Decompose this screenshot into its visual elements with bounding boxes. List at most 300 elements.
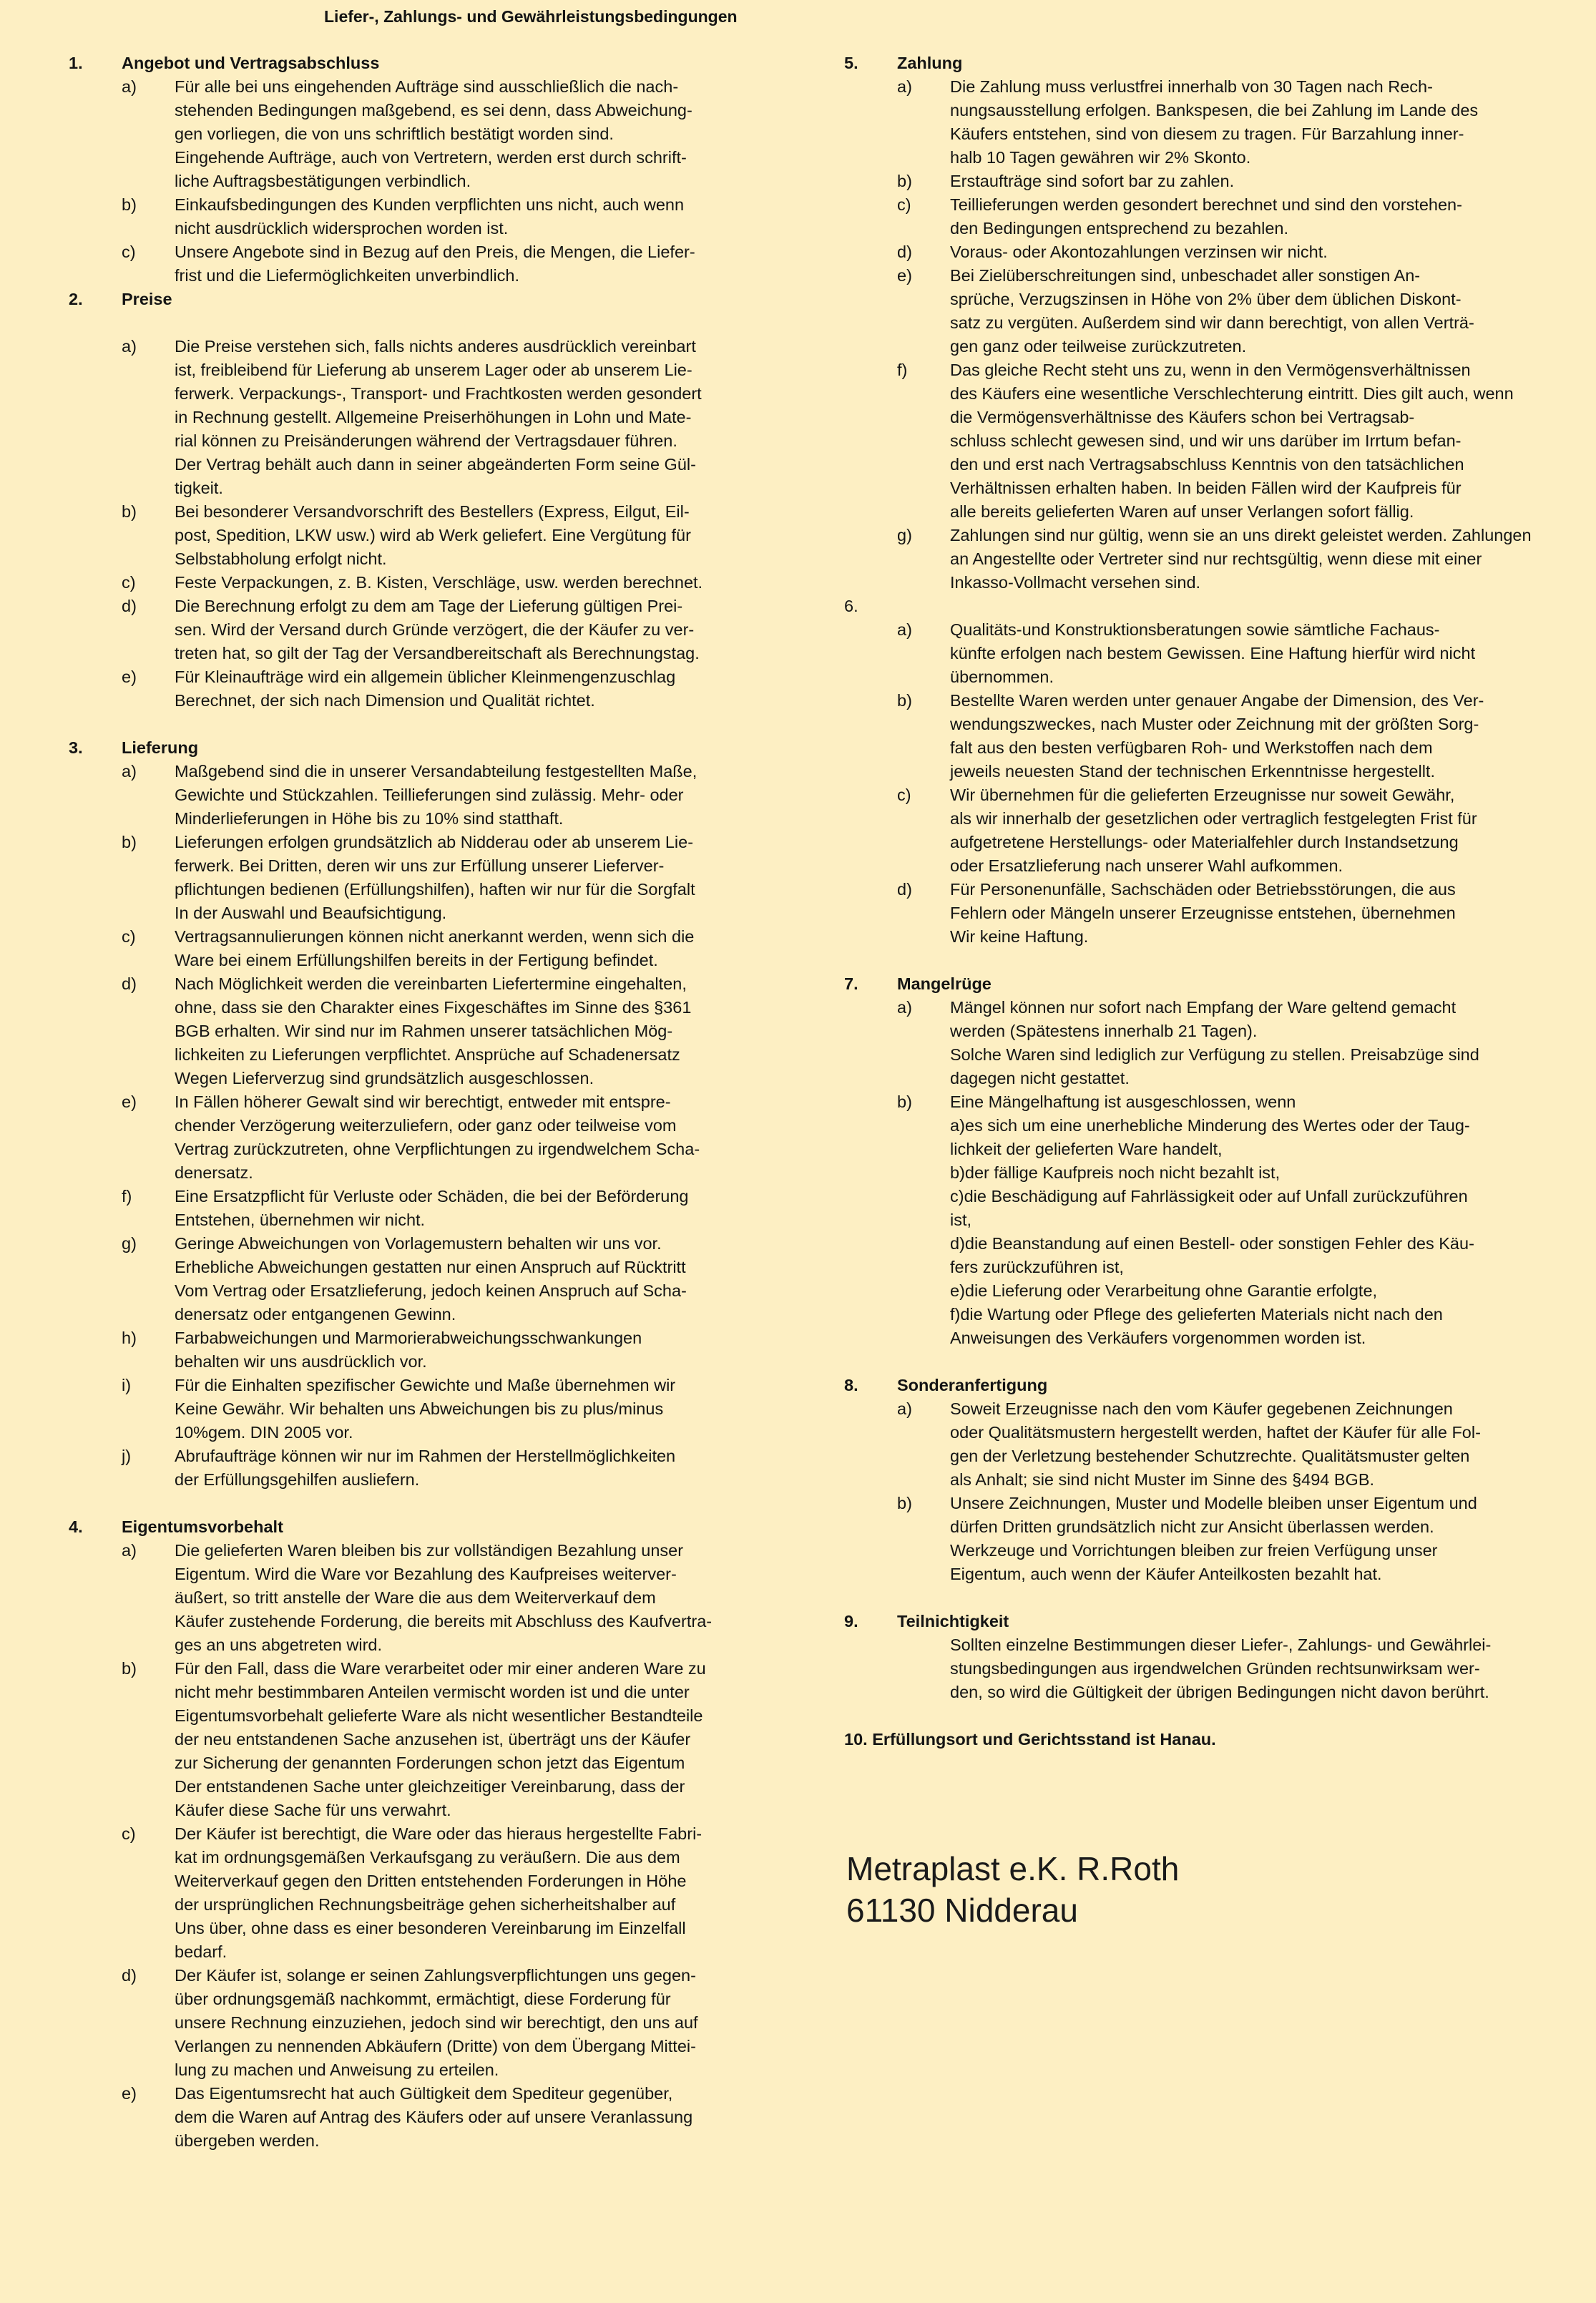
text-line: übernommen. (950, 668, 1054, 686)
section-heading (69, 52, 755, 75)
clause-text (175, 831, 755, 925)
text-line: d)die Beanstandung auf einen Bestell- oder sonstigen Fehler des Käu- (950, 1234, 1474, 1253)
text-line: Eigentum. Wird die Ware vor Bezahlung des Kaufpreises weiterver- (175, 1565, 677, 1583)
clause-label: a) (122, 77, 137, 96)
text-line: rial können zu Preisänderungen während der Vertragsdauer führen. (175, 431, 677, 450)
section (844, 595, 1567, 949)
text-line: denersatz. (175, 1163, 253, 1182)
clause (69, 925, 755, 972)
text-line: aufgetretene Herstellungs- oder Materialfehler durch Instandsetzung (950, 833, 1459, 851)
text-line: Käufer zustehende Forderung, die bereits mit Abschluss des Kaufvertra- (175, 1612, 713, 1630)
text-line: Eingehende Aufträge, auch von Vertretern, werden erst durch schrift- (175, 148, 687, 167)
clause-text (175, 1444, 755, 1492)
clause (69, 1374, 755, 1444)
clause (844, 264, 1567, 358)
text-line: den Bedingungen entsprechend zu bezahlen. (950, 219, 1288, 238)
clause (69, 571, 755, 595)
text-line: 10%gem. DIN 2005 vor. (175, 1423, 353, 1442)
clause-label: a) (897, 620, 912, 639)
clause (69, 75, 755, 193)
clause-label: c) (122, 573, 136, 592)
text-line: Käufers entstehen, sind von diesem zu tragen. Für Barzahlung inner- (950, 124, 1464, 143)
text-line: an Angestellte oder Vertreter sind nur rechtsgültig, wenn diese mit einer (950, 549, 1482, 568)
text-line: frist und die Liefermöglichkeiten unverbindlich. (175, 266, 520, 285)
clause (844, 1090, 1567, 1350)
text-line: Sollten einzelne Bestimmungen dieser Liefer-, Zahlungs- und Gewährlei- (950, 1635, 1492, 1654)
clause-text (175, 972, 755, 1090)
text-line: Verhältnissen erhalten haben. In beiden Fällen wird der Kaufpreis für (950, 479, 1462, 497)
clause (69, 193, 755, 240)
text-line: dürfen Dritten grundsätzlich nicht zur Ansicht überlassen werden. (950, 1517, 1434, 1536)
text-line: Soweit Erzeugnisse nach den vom Käufer gegebenen Zeichnungen (950, 1399, 1453, 1418)
text-line: denersatz oder entgangenen Gewinn. (175, 1305, 456, 1324)
text-line: Anweisungen des Verkäufers vorgenommen worden ist. (950, 1329, 1366, 1347)
clause-text (175, 2082, 755, 2153)
text-line: nicht mehr bestimmbaren Anteilen vermischt worden ist und die unter (175, 1683, 690, 1701)
clause-text (175, 500, 755, 571)
clause-label: b) (122, 195, 137, 214)
text-line: Eine Mängelhaftung ist ausgeschlossen, wenn (950, 1092, 1296, 1111)
text-line: Erhebliche Abweichungen gestatten nur einen Anspruch auf Rücktritt (175, 1258, 686, 1276)
section-heading (844, 595, 1567, 618)
clause-text (950, 358, 1567, 524)
text-line: b)der fällige Kaufpreis noch nicht bezahlt ist, (950, 1163, 1281, 1182)
clause (69, 831, 755, 925)
company-address (846, 1848, 1179, 1931)
text-line: Solche Waren sind lediglich zur Verfügung zu stellen. Preisabzüge sind (950, 1045, 1479, 1064)
text-line: Lieferungen erfolgen grundsätzlich ab Nidderau oder ab unserem Lie- (175, 833, 694, 851)
clause-label: g) (122, 1234, 137, 1253)
clause-label: f) (897, 361, 908, 379)
text-line: Für Personenunfälle, Sachschäden oder Betriebsstörungen, die aus (950, 880, 1456, 899)
text-line: Berechnet, der sich nach Dimension und Qualität richtet. (175, 691, 595, 710)
clause-label: b) (897, 1092, 912, 1111)
text-line: Eigentum, auch wenn der Käufer Anteilkosten bezahlt hat. (950, 1565, 1382, 1583)
section-number: 1. (69, 54, 83, 72)
clause-text (950, 618, 1567, 689)
text-line: lung zu machen und Anweisung zu erteilen. (175, 2060, 499, 2079)
clause (844, 193, 1567, 240)
text-line: Feste Verpackungen, z. B. Kisten, Verschläge, usw. werden berechnet. (175, 573, 703, 592)
text-line: oder Qualitätsmustern hergestellt werden, haftet der Käufer für alle Fol- (950, 1423, 1481, 1442)
text-line: Unsere Zeichnungen, Muster und Modelle bleiben unser Eigentum und (950, 1494, 1477, 1512)
section-title: Mangelrüge (897, 974, 992, 993)
text-line: Eigentumsvorbehalt gelieferte Ware als nicht wesentlicher Bestandteile (175, 1706, 703, 1725)
section-heading (844, 1728, 1567, 1751)
clause (844, 689, 1567, 783)
company-city: 61130 Nidderau (846, 1892, 1078, 1929)
section (844, 52, 1567, 595)
section-title: Sonderanfertigung (897, 1376, 1048, 1394)
clause (69, 335, 755, 500)
text-line: behalten wir uns ausdrücklich vor. (175, 1352, 427, 1371)
clause-label: j) (122, 1447, 132, 1465)
text-line: künfte erfolgen nach bestem Gewissen. Eine Haftung hierfür wird nicht (950, 644, 1476, 662)
clause-text (950, 193, 1567, 240)
clause-label: e) (122, 2084, 137, 2103)
clause (69, 240, 755, 288)
section-number: 5. (844, 54, 858, 72)
text-line: ist, (950, 1211, 972, 1229)
clause (69, 500, 755, 571)
section (69, 713, 755, 1492)
clause-text (175, 75, 755, 193)
clause-label: e) (897, 266, 912, 285)
clause (844, 170, 1567, 193)
clause (69, 595, 755, 665)
text-line: wendungszweckes, nach Muster oder Zeichnung mit der größten Sorg- (950, 715, 1479, 733)
clause-label: i) (122, 1376, 132, 1394)
clause-label: d) (122, 1966, 137, 1985)
text-line: Für die Einhalten spezifischer Gewichte und Maße übernehmen wir (175, 1376, 676, 1394)
clause (69, 1657, 755, 1822)
clause-label: a) (897, 77, 912, 96)
clause-text (950, 1492, 1567, 1586)
text-line: als Anhalt; sie sind nicht Muster im Sinne des §494 BGB. (950, 1470, 1375, 1489)
clause (844, 783, 1567, 878)
text-line: Teillieferungen werden gesondert berechnet und sind den vorstehen- (950, 195, 1462, 214)
text-line: den, so wird die Gültigkeit der übrigen Bedingungen nicht davon berührt. (950, 1683, 1489, 1701)
text-line: Das Eigentumsrecht hat auch Gültigkeit dem Spediteur gegenüber, (175, 2084, 673, 2103)
left-column (69, 52, 755, 2153)
clause-text (950, 75, 1567, 170)
text-line: äußert, so tritt anstelle der Ware die aus dem Weiterverkauf dem (175, 1588, 656, 1607)
clause-text (175, 1326, 755, 1374)
clause-text (950, 1397, 1567, 1492)
text-line: Der entstandenen Sache unter gleichzeitiger Vereinbarung, dass der (175, 1777, 685, 1796)
text-line: Uns über, ohne dass es einer besonderen Vereinbarung im Einzelfall (175, 1919, 686, 1937)
section-title: Eigentumsvorbehalt (122, 1517, 283, 1536)
section-number: 3. (69, 738, 83, 757)
clause-text (950, 240, 1567, 264)
text-line: dem die Waren auf Antrag des Käufers oder auf unsere Veranlassung (175, 2108, 693, 2126)
clause-text (950, 996, 1567, 1090)
text-line: e)die Lieferung oder Verarbeitung ohne Garantie erfolgte, (950, 1281, 1378, 1300)
spacer (844, 1586, 1567, 1610)
text-line: in Rechnung gestellt. Allgemeine Preiserhöhungen in Lohn und Mate- (175, 408, 692, 426)
text-line: c)die Beschädigung auf Fahrlässigkeit oder auf Unfall zurückzuführen (950, 1187, 1468, 1206)
text-line: Die Preise verstehen sich, falls nichts anderes ausdrücklich vereinbart (175, 337, 696, 356)
section (844, 1350, 1567, 1586)
section-heading (69, 1515, 755, 1539)
clause-label: c) (897, 786, 911, 804)
clause-label: b) (897, 1494, 912, 1512)
text-line: die Vermögensverhältnisse des Käufers schon bei Vertragsab- (950, 408, 1415, 426)
spacer (844, 1350, 1567, 1374)
clause (844, 1397, 1567, 1492)
clause-text (175, 1539, 755, 1657)
section (69, 1492, 755, 2153)
paragraph (844, 1633, 1567, 1704)
text-line: Bei besonderer Versandvorschrift des Bestellers (Express, Eilgut, Eil- (175, 502, 690, 521)
text-line: sprüche, Verzugszinsen in Höhe von 2% über dem üblichen Diskont- (950, 290, 1462, 308)
clause-label: e) (122, 668, 137, 686)
document-title: Liefer-, Zahlungs- und Gewährleistungsbedingungen (324, 7, 738, 26)
clause (69, 1822, 755, 1964)
text-line: Für Kleinaufträge wird ein allgemein üblicher Kleinmengenzuschlag (175, 668, 676, 686)
clause-label: a) (122, 1541, 137, 1560)
text-line: Inkasso-Vollmacht versehen sind. (950, 573, 1201, 592)
text-line: Weiterverkauf gegen den Dritten entstehenden Forderungen in Höhe (175, 1872, 687, 1890)
text-line: tigkeit. (175, 479, 223, 497)
text-line: nicht ausdrücklich widersprochen worden ist. (175, 219, 509, 238)
text-line: Fehlern oder Mängeln unserer Erzeugnisse entstehen, übernehmen (950, 904, 1456, 922)
section-heading (844, 52, 1567, 75)
clause-text (175, 1090, 755, 1185)
clause (844, 618, 1567, 689)
text-line: ohne, dass sie den Charakter eines Fixgeschäftes im Sinne des §361 (175, 998, 692, 1017)
text-line: Käufer diese Sache für uns verwahrt. (175, 1801, 451, 1819)
section-number: 9. (844, 1612, 858, 1630)
text-line: Farbabweichungen und Marmorierabweichungsschwankungen (175, 1329, 642, 1347)
text-line: übergeben werden. (175, 2131, 320, 2150)
text-line: Voraus- oder Akontozahlungen verzinsen wir nicht. (950, 243, 1328, 261)
clause-label: g) (897, 526, 912, 544)
section (69, 288, 755, 713)
text-line: Vom Vertrag oder Ersatzlieferung, jedoch keinen Anspruch auf Scha- (175, 1281, 687, 1300)
clause (69, 1964, 755, 2082)
text-line: ges an uns abgetreten wird. (175, 1635, 383, 1654)
clause-text (950, 524, 1567, 595)
text-line: kat im ordnungsgemäßen Verkaufsgang zu veräußern. Die aus dem (175, 1848, 680, 1867)
text-line: Erstaufträge sind sofort bar zu zahlen. (950, 172, 1235, 190)
clause (844, 1492, 1567, 1586)
text-line: oder Ersatzlieferung nach unserer Wahl aufkommen. (950, 856, 1343, 875)
section-title: Teilnichtigkeit (897, 1612, 1009, 1630)
clause-label: d) (897, 243, 912, 261)
text-line: Die Berechnung erfolgt zu dem am Tage der Lieferung gültigen Prei- (175, 597, 683, 615)
text-line: lichkeit der gelieferten Ware handelt, (950, 1140, 1223, 1158)
text-line: Maßgebend sind die in unserer Versandabteilung festgestellten Maße, (175, 762, 697, 781)
text-line: Nach Möglichkeit werden die vereinbarten Liefertermine eingehalten, (175, 974, 687, 993)
text-line: post, Spedition, LKW usw.) wird ab Werk geliefert. Eine Vergütung für (175, 526, 691, 544)
section (844, 1586, 1567, 1704)
clause-text (175, 925, 755, 972)
clause-label: d) (897, 880, 912, 899)
section-heading (844, 1610, 1567, 1633)
clause-label: a) (122, 762, 137, 781)
text-line: Wegen Lieferverzug sind grundsätzlich ausgeschlossen. (175, 1069, 594, 1087)
text-line: In Fällen höherer Gewalt sind wir berechtigt, entweder mit entspre- (175, 1092, 671, 1111)
text-line: Keine Gewähr. Wir behalten uns Abweichungen bis zu plus/minus (175, 1399, 664, 1418)
text-line: Qualitäts-und Konstruktionsberatungen sowie sämtliche Fachaus- (950, 620, 1440, 639)
text-line: In der Auswahl und Beaufsichtigung. (175, 904, 447, 922)
section-title: 10. Erfüllungsort und Gerichtsstand ist Hanau. (844, 1730, 1216, 1749)
text-line: alle bereits gelieferten Waren auf unser Verlangen sofort fällig. (950, 502, 1414, 521)
text-line: Selbstabholung erfolgt nicht. (175, 549, 387, 568)
clause (69, 1090, 755, 1185)
clause (844, 240, 1567, 264)
clause-label: b) (122, 833, 137, 851)
text-line: fers zurückzuführen ist, (950, 1258, 1124, 1276)
text-line: a)es sich um eine unerhebliche Minderung des Wertes oder der Taug- (950, 1116, 1470, 1135)
text-line: Ware bei einem Erfüllungshilfen bereits in der Fertigung befindet. (175, 951, 658, 969)
text-line: jeweils neuesten Stand der technischen Erkenntnisse hergestellt. (950, 762, 1435, 781)
clause-text (175, 193, 755, 240)
text-line: Der Vertrag behält auch dann in seiner abgeänderten Form seine Gül- (175, 455, 696, 474)
clause-text (175, 595, 755, 665)
section-number: 7. (844, 974, 858, 993)
clause (844, 878, 1567, 949)
section-number: 8. (844, 1376, 858, 1394)
company-name: Metraplast e.K. R.Roth (846, 1850, 1180, 1887)
clause (69, 665, 755, 713)
clause-label: c) (122, 243, 136, 261)
spacer (844, 949, 1567, 972)
clause (69, 972, 755, 1090)
text-line: Abrufaufträge können wir nur im Rahmen der Herstellmöglichkeiten (175, 1447, 676, 1465)
text-line: ist, freibleibend für Lieferung ab unserem Lager oder ab unserem Lie- (175, 361, 692, 379)
text-line: den und erst nach Vertragsabschluss Kenntnis von den tatsächlichen (950, 455, 1464, 474)
clause-text (950, 783, 1567, 878)
right-column (844, 52, 1567, 1751)
clause-text (175, 335, 755, 500)
section-heading (844, 1374, 1567, 1397)
section (844, 1704, 1567, 1751)
clause-text (175, 571, 755, 595)
section-heading (69, 736, 755, 760)
text-line: Werkzeuge und Vorrichtungen bleiben zur freien Verfügung unser (950, 1541, 1438, 1560)
clause-label: f) (122, 1187, 132, 1206)
clause (844, 524, 1567, 595)
text-line: der Erfüllungsgehilfen ausliefern. (175, 1470, 420, 1489)
text-line: Bei Zielüberschreitungen sind, unbeschadet aller sonstigen An- (950, 266, 1421, 285)
text-line: Wir keine Haftung. (950, 927, 1089, 946)
clause-label: c) (122, 1824, 136, 1843)
section (69, 52, 755, 288)
text-line: der ursprünglichen Rechnungsbeiträge gehen sicherheitshalber auf (175, 1895, 676, 1914)
clause (844, 75, 1567, 170)
clause (69, 1444, 755, 1492)
clause-label: b) (122, 502, 137, 521)
clause-label: a) (122, 337, 137, 356)
text-line: Unsere Angebote sind in Bezug auf den Preis, die Mengen, die Liefer- (175, 243, 695, 261)
section-title: Lieferung (122, 738, 199, 757)
text-line: der neu entstandenen Sache anzusehen ist, überträgt uns der Käufer (175, 1730, 691, 1749)
clause-text (175, 1185, 755, 1232)
clause-label: b) (897, 691, 912, 710)
text-line: ferwerk. Bei Dritten, deren wir uns zur Erfüllung unserer Lieferver- (175, 856, 665, 875)
clause (844, 358, 1567, 524)
text-line: Entstehen, übernehmen wir nicht. (175, 1211, 426, 1229)
text-line: chender Verzögerung weiterzuliefern, oder ganz oder teilweise vom (175, 1116, 677, 1135)
clause-label: e) (122, 1092, 137, 1111)
text-line: schluss schlecht gewesen sind, und wir uns darüber im Irrtum befan- (950, 431, 1462, 450)
text-line: bedarf. (175, 1942, 227, 1961)
clause-label: b) (897, 172, 912, 190)
text-line: liche Auftragsbestätigungen verbindlich. (175, 172, 471, 190)
text-line: stehenden Bedingungen maßgebend, es sei denn, dass Abweichung- (175, 101, 692, 119)
text-line: Wir übernehmen für die gelieferten Erzeugnisse nur soweit Gewähr, (950, 786, 1455, 804)
text-line: gen vorliegen, die von uns schriftlich bestätigt worden sind. (175, 124, 614, 143)
text-line: Die Zahlung muss verlustfrei innerhalb von 30 Tagen nach Rech- (950, 77, 1433, 96)
clause-text (175, 1374, 755, 1444)
spacer (69, 1492, 755, 1515)
clause-text (950, 170, 1567, 193)
text-line: Eine Ersatzpflicht für Verluste oder Schäden, die bei der Beförderung (175, 1187, 689, 1206)
text-line: Die gelieferten Waren bleiben bis zur vollständigen Bezahlung unser (175, 1541, 684, 1560)
clause-label: d) (122, 974, 137, 993)
clause (69, 760, 755, 831)
text-line: Der Käufer ist berechtigt, die Ware oder das hieraus hergestellte Fabri- (175, 1824, 702, 1843)
clause-label: b) (122, 1659, 137, 1678)
clause-text (175, 1657, 755, 1822)
clause-text (950, 264, 1567, 358)
clause-text (950, 689, 1567, 783)
section-title: Preise (122, 290, 172, 308)
text-line: Geringe Abweichungen von Vorlagemustern behalten wir uns vor. (175, 1234, 662, 1253)
clause (69, 1539, 755, 1657)
clause (69, 1232, 755, 1326)
text-line: Für alle bei uns eingehenden Aufträge sind ausschließlich die nach- (175, 77, 679, 96)
text-line: Gewichte und Stückzahlen. Teillieferungen sind zulässig. Mehr- oder (175, 786, 684, 804)
clause (69, 2082, 755, 2153)
spacer (844, 1704, 1567, 1728)
text-line: als wir innerhalb der gesetzlichen oder vertraglich festgelegten Frist für (950, 809, 1477, 828)
text-line: halb 10 Tagen gewähren wir 2% Skonto. (950, 148, 1251, 167)
section-number: 6. (844, 597, 858, 615)
clause-label: a) (897, 998, 912, 1017)
text-line: zur Sicherung der genannten Forderungen schon jetzt das Eigentum (175, 1754, 685, 1772)
text-line: falt aus den besten verfügbaren Roh- und Werkstoffen nach dem (950, 738, 1433, 757)
clause-text (950, 1090, 1567, 1350)
text-line: Bestellte Waren werden unter genauer Angabe der Dimension, des Ver- (950, 691, 1484, 710)
section-heading (69, 288, 755, 311)
clause-text (950, 878, 1567, 949)
text-line: gen ganz oder teilweise zurückzutreten. (950, 337, 1247, 356)
spacer (69, 311, 755, 335)
text-line: Für den Fall, dass die Ware verarbeitet oder mir einer anderen Ware zu (175, 1659, 706, 1678)
text-line: des Käufers eine wesentliche Verschlechterung eintritt. Dies gilt auch, wenn (950, 384, 1514, 403)
text-line: Einkaufsbedingungen des Kunden verpflichten uns nicht, auch wenn (175, 195, 685, 214)
clause (69, 1185, 755, 1232)
text-line: nungsausstellung erfolgen. Bankspesen, die bei Zahlung im Lande des (950, 101, 1479, 119)
text-line: werden (Spätestens innerhalb 21 Tagen). (950, 1022, 1258, 1040)
text-line: über ordnungsgemäß nachkommt, ermächtigt, diese Forderung für (175, 1990, 671, 2008)
text-line: Zahlungen sind nur gültig, wenn sie an uns direkt geleistet werden. Zahlungen (950, 526, 1532, 544)
text-line: pflichtungen bedienen (Erfüllungshilfen), haften wir nur für die Sorgfalt (175, 880, 695, 899)
text-line: Vertrag zurückzutreten, ohne Verpflichtungen zu irgendwelchem Scha- (175, 1140, 700, 1158)
clause-label: a) (897, 1399, 912, 1418)
section-number: 4. (69, 1517, 83, 1536)
text-line: f)die Wartung oder Pflege des gelieferten Materials nicht nach den (950, 1305, 1443, 1324)
text-line: gen der Verletzung bestehender Schutzrechte. Qualitätsmuster gelten (950, 1447, 1470, 1465)
text-line: Der Käufer ist, solange er seinen Zahlungsverpflichtungen uns gegen- (175, 1966, 696, 1985)
text-line: Mängel können nur sofort nach Empfang der Ware geltend gemacht (950, 998, 1457, 1017)
clause-text (175, 1822, 755, 1964)
text-line: sen. Wird der Versand durch Gründe verzögert, die der Käufer zu ver- (175, 620, 695, 639)
text-line: stungsbedingungen aus irgendwelchen Gründen rechtsunwirksam wer- (950, 1659, 1480, 1678)
section (844, 949, 1567, 1350)
clause-text (175, 665, 755, 713)
text-line: Vertragsannulierungen können nicht anerkannt werden, wenn sich die (175, 927, 695, 946)
clause (69, 1326, 755, 1374)
text-line: treten hat, so gilt der Tag der Versandbereitschaft als Berechnungstag. (175, 644, 700, 662)
text-line: ferwerk. Verpackungs-, Transport- und Frachtkosten werden gesondert (175, 384, 702, 403)
text-line: dagegen nicht gestattet. (950, 1069, 1130, 1087)
section-title: Angebot und Vertragsabschluss (122, 54, 380, 72)
section-heading (844, 972, 1567, 996)
text-line: Das gleiche Recht steht uns zu, wenn in den Vermögensverhältnissen (950, 361, 1471, 379)
text-line: satz zu vergüten. Außerdem sind wir dann berechtigt, von allen Verträ- (950, 313, 1474, 332)
clause-text (175, 760, 755, 831)
clause-label: c) (897, 195, 911, 214)
section-title: Zahlung (897, 54, 963, 72)
text-line: Minderlieferungen in Höhe bis zu 10% sind statthaft. (175, 809, 564, 828)
clause-text (175, 1964, 755, 2082)
text-line: unsere Rechnung einzuziehen, jedoch sind wir berechtigt, den uns auf (175, 2013, 698, 2032)
spacer (69, 713, 755, 736)
